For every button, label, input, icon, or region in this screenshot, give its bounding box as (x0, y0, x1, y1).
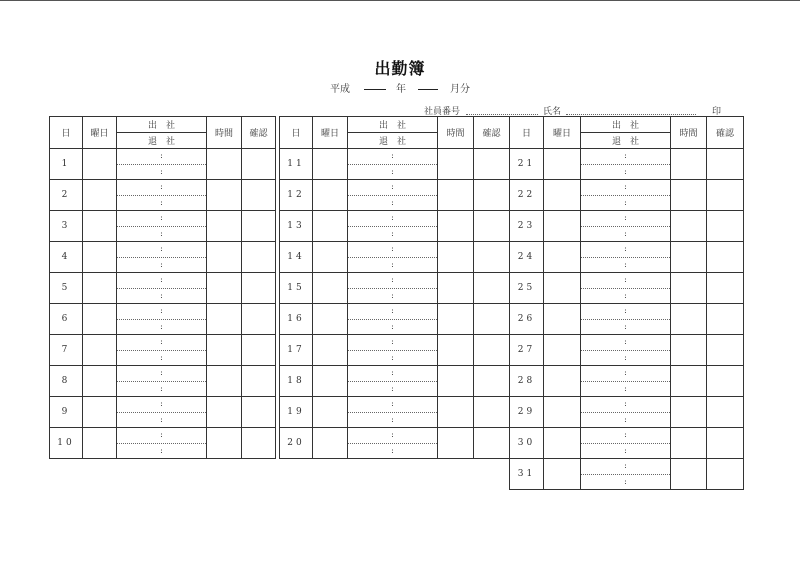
day-row (280, 397, 510, 428)
day-row (510, 335, 744, 366)
confirm-cell[interactable] (474, 180, 510, 211)
header-hours: 時間 (438, 117, 474, 149)
day-row (50, 180, 276, 211)
day-number: 1 (50, 149, 83, 180)
clock-in-time[interactable]: : (117, 304, 206, 320)
hours-cell[interactable] (438, 428, 474, 459)
weekday-cell[interactable] (83, 366, 117, 397)
header-weekday: 曜日 (83, 117, 117, 149)
day-number: 27 (510, 335, 544, 366)
confirm-cell[interactable] (707, 211, 744, 242)
weekday-cell[interactable] (83, 242, 117, 273)
clock-out-time[interactable]: : (391, 445, 394, 455)
day-row (510, 242, 744, 273)
time-cell[interactable] (581, 304, 671, 335)
clock-in-time[interactable]: : (117, 242, 206, 258)
confirm-cell[interactable] (707, 242, 744, 273)
hours-cell[interactable] (207, 366, 242, 397)
weekday-cell[interactable] (544, 428, 581, 459)
time-cell[interactable] (117, 242, 207, 273)
clock-in-time[interactable]: : (117, 335, 206, 351)
clock-in-time[interactable]: : (117, 180, 206, 196)
time-cell[interactable] (348, 428, 438, 459)
confirm-cell[interactable] (474, 397, 510, 428)
day-row (280, 366, 510, 397)
clock-out-time[interactable]: : (624, 414, 627, 424)
clock-in-time[interactable]: : (581, 211, 670, 227)
clock-out-time[interactable]: : (391, 290, 394, 300)
weekday-cell[interactable] (83, 180, 117, 211)
weekday-cell[interactable] (313, 304, 348, 335)
clock-out-time[interactable]: : (160, 290, 163, 300)
confirm-cell[interactable] (242, 242, 276, 273)
time-cell[interactable] (581, 459, 671, 490)
day-row (280, 211, 510, 242)
weekday-cell[interactable] (544, 180, 581, 211)
month-blank[interactable] (418, 80, 438, 90)
clock-out-time[interactable]: : (160, 352, 163, 362)
time-cell[interactable] (117, 211, 207, 242)
day-row (280, 335, 510, 366)
day-row (50, 304, 276, 335)
confirm-cell[interactable] (707, 397, 744, 428)
clock-out-time[interactable]: : (624, 259, 627, 269)
time-cell[interactable] (348, 335, 438, 366)
day-number: 31 (510, 459, 544, 490)
time-cell[interactable] (117, 304, 207, 335)
clock-in-time[interactable]: : (581, 459, 670, 475)
confirm-cell[interactable] (474, 273, 510, 304)
header-weekday: 曜日 (313, 117, 348, 149)
clock-out-time[interactable]: : (160, 197, 163, 207)
hours-cell[interactable] (207, 242, 242, 273)
day-row (510, 180, 744, 211)
confirm-cell[interactable] (707, 180, 744, 211)
weekday-cell[interactable] (313, 180, 348, 211)
clock-out-time[interactable]: : (391, 197, 394, 207)
confirm-cell[interactable] (474, 366, 510, 397)
day-number: 3 (50, 211, 83, 242)
confirm-cell[interactable] (707, 366, 744, 397)
weekday-cell[interactable] (83, 397, 117, 428)
hours-cell[interactable] (671, 273, 707, 304)
day-number: 12 (280, 180, 313, 211)
confirm-cell[interactable] (242, 211, 276, 242)
weekday-cell[interactable] (83, 273, 117, 304)
confirm-cell[interactable] (707, 273, 744, 304)
clock-out-time[interactable]: : (160, 259, 163, 269)
day-row (510, 273, 744, 304)
time-cell[interactable] (348, 366, 438, 397)
year-label: 年 (396, 84, 406, 95)
day-number: 10 (50, 428, 83, 459)
day-number: 2 (50, 180, 83, 211)
clock-out-time[interactable]: : (624, 476, 627, 486)
time-cell[interactable] (581, 242, 671, 273)
clock-in-time[interactable]: : (581, 180, 670, 196)
clock-out-time[interactable]: : (624, 352, 627, 362)
header-confirm: 確認 (707, 117, 744, 149)
weekday-cell[interactable] (313, 211, 348, 242)
day-number: 11 (280, 149, 313, 180)
time-cell[interactable] (581, 397, 671, 428)
confirm-cell[interactable] (707, 149, 744, 180)
day-row (50, 211, 276, 242)
hours-cell[interactable] (207, 273, 242, 304)
header-clock-out: 退 社 (581, 133, 671, 149)
day-row (510, 459, 744, 490)
day-number: 16 (280, 304, 313, 335)
clock-in-time[interactable]: : (581, 149, 670, 165)
hours-cell[interactable] (671, 428, 707, 459)
day-row (510, 366, 744, 397)
time-cell[interactable] (581, 149, 671, 180)
hours-cell[interactable] (438, 304, 474, 335)
confirm-cell[interactable] (474, 335, 510, 366)
day-number: 6 (50, 304, 83, 335)
day-row (510, 304, 744, 335)
clock-in-time[interactable]: : (581, 397, 670, 413)
clock-out-time[interactable]: : (391, 259, 394, 269)
weekday-cell[interactable] (544, 149, 581, 180)
clock-out-time[interactable]: : (624, 445, 627, 455)
weekday-cell[interactable] (83, 428, 117, 459)
confirm-cell[interactable] (242, 335, 276, 366)
name-field[interactable] (566, 114, 696, 115)
clock-out-time[interactable]: : (391, 166, 394, 176)
day-row (510, 149, 744, 180)
clock-out-time[interactable]: : (160, 228, 163, 238)
clock-in-time[interactable]: : (581, 273, 670, 289)
clock-in-time[interactable]: : (117, 273, 206, 289)
time-cell[interactable] (581, 180, 671, 211)
weekday-cell[interactable] (313, 335, 348, 366)
day-number: 21 (510, 149, 544, 180)
day-number: 13 (280, 211, 313, 242)
hours-cell[interactable] (671, 180, 707, 211)
clock-out-time[interactable]: : (391, 414, 394, 424)
time-cell[interactable] (348, 211, 438, 242)
day-number: 9 (50, 397, 83, 428)
attendance-table-days-21-31 (509, 116, 744, 490)
day-row (50, 335, 276, 366)
confirm-cell[interactable] (707, 304, 744, 335)
weekday-cell[interactable] (544, 242, 581, 273)
clock-out-time[interactable]: : (160, 166, 163, 176)
day-number: 4 (50, 242, 83, 273)
header-clock-in: 出 社 (581, 117, 671, 133)
clock-in-time[interactable]: : (117, 366, 206, 382)
clock-in-time[interactable]: : (117, 428, 206, 444)
hours-cell[interactable] (207, 428, 242, 459)
clock-in-time[interactable]: : (348, 211, 437, 227)
day-number: 20 (280, 428, 313, 459)
confirm-cell[interactable] (242, 304, 276, 335)
time-cell[interactable] (581, 273, 671, 304)
weekday-cell[interactable] (313, 428, 348, 459)
day-number: 14 (280, 242, 313, 273)
weekday-cell[interactable] (544, 304, 581, 335)
time-cell[interactable] (581, 211, 671, 242)
time-cell[interactable] (117, 428, 207, 459)
weekday-cell[interactable] (313, 242, 348, 273)
hours-cell[interactable] (207, 149, 242, 180)
time-cell[interactable] (581, 335, 671, 366)
header-hours: 時間 (207, 117, 242, 149)
day-row (50, 242, 276, 273)
header-day: 日 (280, 117, 313, 149)
weekday-cell[interactable] (544, 211, 581, 242)
day-row (510, 397, 744, 428)
confirm-cell[interactable] (242, 273, 276, 304)
employee-no-field[interactable] (466, 114, 538, 115)
time-cell[interactable] (348, 304, 438, 335)
hours-cell[interactable] (671, 304, 707, 335)
day-row (50, 149, 276, 180)
employee-no-label: 社員番号 (424, 107, 461, 117)
day-row (50, 273, 276, 304)
day-number: 18 (280, 366, 313, 397)
confirm-cell[interactable] (474, 304, 510, 335)
confirm-cell[interactable] (474, 428, 510, 459)
time-cell[interactable] (581, 428, 671, 459)
hours-cell[interactable] (671, 397, 707, 428)
clock-in-time[interactable]: : (348, 242, 437, 258)
hours-cell[interactable] (671, 242, 707, 273)
clock-out-time[interactable]: : (624, 228, 627, 238)
clock-in-time[interactable]: : (348, 397, 437, 413)
hours-cell[interactable] (671, 366, 707, 397)
hours-cell[interactable] (438, 335, 474, 366)
day-number: 5 (50, 273, 83, 304)
time-cell[interactable] (117, 335, 207, 366)
hours-cell[interactable] (438, 273, 474, 304)
weekday-cell[interactable] (544, 335, 581, 366)
weekday-cell[interactable] (544, 397, 581, 428)
hours-cell[interactable] (671, 335, 707, 366)
clock-in-time[interactable]: : (348, 273, 437, 289)
time-cell[interactable] (348, 273, 438, 304)
clock-in-time[interactable]: : (348, 180, 437, 196)
hours-cell[interactable] (207, 397, 242, 428)
confirm-cell[interactable] (707, 459, 744, 490)
weekday-cell[interactable] (83, 335, 117, 366)
hours-cell[interactable] (671, 211, 707, 242)
day-row (280, 242, 510, 273)
header-confirm: 確認 (242, 117, 276, 149)
hours-cell[interactable] (207, 304, 242, 335)
day-number: 23 (510, 211, 544, 242)
clock-in-time[interactable]: : (581, 428, 670, 444)
day-number: 15 (280, 273, 313, 304)
confirm-cell[interactable] (474, 149, 510, 180)
weekday-cell[interactable] (313, 149, 348, 180)
confirm-cell[interactable] (707, 428, 744, 459)
hours-cell[interactable] (207, 211, 242, 242)
header-day: 日 (50, 117, 83, 149)
header-clock-out: 退 社 (348, 133, 438, 149)
clock-in-time[interactable]: : (581, 304, 670, 320)
day-number: 19 (280, 397, 313, 428)
time-cell[interactable] (581, 366, 671, 397)
hours-cell[interactable] (438, 397, 474, 428)
hours-cell[interactable] (438, 180, 474, 211)
clock-out-time[interactable]: : (160, 383, 163, 393)
time-cell[interactable] (117, 180, 207, 211)
document-title: 出勤簿 (374, 59, 426, 78)
confirm-cell[interactable] (474, 211, 510, 242)
hours-cell[interactable] (671, 149, 707, 180)
weekday-cell[interactable] (83, 149, 117, 180)
clock-in-time[interactable]: : (581, 366, 670, 382)
clock-out-time[interactable]: : (391, 321, 394, 331)
hours-cell[interactable] (438, 242, 474, 273)
weekday-cell[interactable] (544, 273, 581, 304)
weekday-cell[interactable] (544, 459, 581, 490)
day-row (280, 180, 510, 211)
header-hours: 時間 (671, 117, 707, 149)
clock-out-time[interactable]: : (624, 383, 627, 393)
header-confirm: 確認 (474, 117, 510, 149)
day-row (510, 211, 744, 242)
confirm-cell[interactable] (242, 149, 276, 180)
hours-cell[interactable] (207, 335, 242, 366)
clock-out-time[interactable]: : (160, 445, 163, 455)
time-cell[interactable] (117, 273, 207, 304)
hours-cell[interactable] (207, 180, 242, 211)
clock-out-time[interactable]: : (391, 228, 394, 238)
time-cell[interactable] (117, 149, 207, 180)
seal-label: 印 (712, 107, 722, 117)
day-number: 22 (510, 180, 544, 211)
clock-out-time[interactable]: : (624, 290, 627, 300)
name-label: 氏名 (543, 107, 562, 117)
time-cell[interactable] (348, 180, 438, 211)
clock-in-time[interactable]: : (348, 335, 437, 351)
hours-cell[interactable] (671, 459, 707, 490)
hours-cell[interactable] (438, 149, 474, 180)
era-label: 平成 (330, 84, 350, 95)
header-weekday: 曜日 (544, 117, 581, 149)
day-number: 24 (510, 242, 544, 273)
weekday-cell[interactable] (83, 304, 117, 335)
confirm-cell[interactable] (242, 397, 276, 428)
header-day: 日 (510, 117, 544, 149)
day-number: 28 (510, 366, 544, 397)
time-cell[interactable] (348, 242, 438, 273)
hours-cell[interactable] (438, 366, 474, 397)
weekday-cell[interactable] (313, 273, 348, 304)
confirm-cell[interactable] (474, 242, 510, 273)
confirm-cell[interactable] (242, 366, 276, 397)
attendance-table-days-1-10 (49, 116, 276, 459)
header-clock-in: 出 社 (348, 117, 438, 133)
month-label: 月分 (450, 84, 470, 95)
clock-out-time[interactable]: : (391, 383, 394, 393)
day-row (280, 428, 510, 459)
day-number: 17 (280, 335, 313, 366)
top-border (0, 0, 800, 1)
weekday-cell[interactable] (313, 366, 348, 397)
clock-in-time[interactable]: : (348, 366, 437, 382)
day-row (280, 273, 510, 304)
header-clock-in: 出 社 (117, 117, 207, 133)
day-row (50, 428, 276, 459)
day-number: 29 (510, 397, 544, 428)
day-number: 8 (50, 366, 83, 397)
day-number: 30 (510, 428, 544, 459)
confirm-cell[interactable] (242, 428, 276, 459)
year-blank[interactable] (364, 80, 386, 90)
weekday-cell[interactable] (313, 397, 348, 428)
confirm-cell[interactable] (707, 335, 744, 366)
time-cell[interactable] (348, 397, 438, 428)
day-number: 7 (50, 335, 83, 366)
header-clock-out: 退 社 (117, 133, 207, 149)
hours-cell[interactable] (438, 211, 474, 242)
time-cell[interactable] (117, 397, 207, 428)
clock-in-time[interactable]: : (348, 304, 437, 320)
day-row (510, 428, 744, 459)
clock-in-time[interactable]: : (117, 211, 206, 227)
clock-in-time[interactable]: : (117, 149, 206, 165)
clock-out-time[interactable]: : (160, 321, 163, 331)
day-number: 26 (510, 304, 544, 335)
clock-out-time[interactable]: : (624, 197, 627, 207)
weekday-cell[interactable] (83, 211, 117, 242)
day-row (280, 149, 510, 180)
time-cell[interactable] (348, 149, 438, 180)
clock-out-time[interactable]: : (391, 352, 394, 362)
clock-in-time[interactable]: : (581, 242, 670, 258)
clock-out-time[interactable]: : (160, 414, 163, 424)
clock-in-time[interactable]: : (348, 428, 437, 444)
weekday-cell[interactable] (544, 366, 581, 397)
day-row (280, 304, 510, 335)
time-cell[interactable] (117, 366, 207, 397)
clock-in-time[interactable]: : (581, 335, 670, 351)
clock-out-time[interactable]: : (624, 321, 627, 331)
day-row (50, 366, 276, 397)
day-number: 25 (510, 273, 544, 304)
confirm-cell[interactable] (242, 180, 276, 211)
day-row (50, 397, 276, 428)
attendance-table-days-11-20 (279, 116, 510, 459)
clock-in-time[interactable]: : (348, 149, 437, 165)
clock-out-time[interactable]: : (624, 166, 627, 176)
clock-in-time[interactable]: : (117, 397, 206, 413)
